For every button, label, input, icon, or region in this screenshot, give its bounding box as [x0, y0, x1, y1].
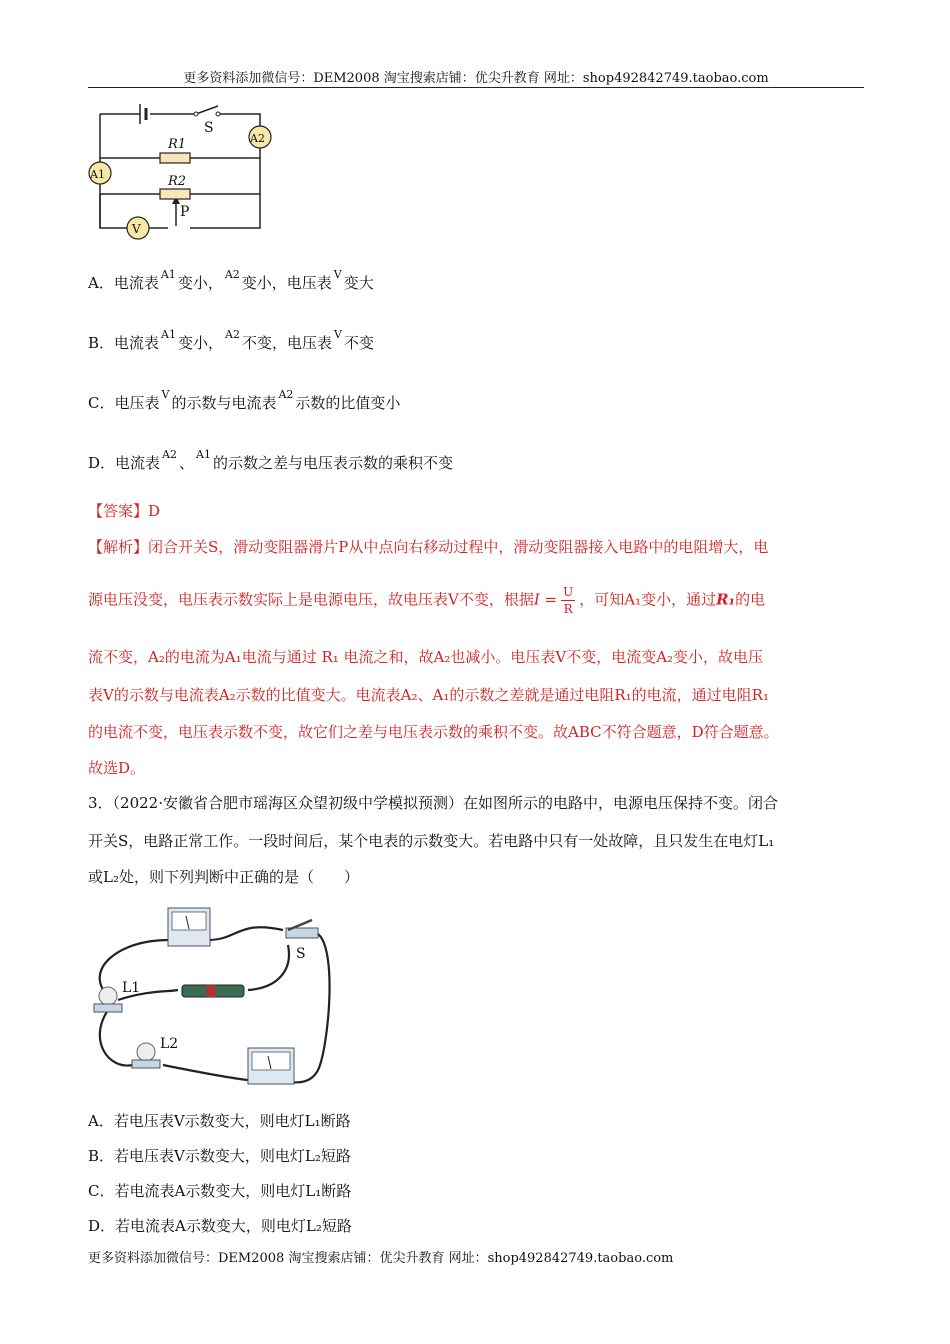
bulb-l2-label: L2 — [160, 1036, 179, 1052]
wire — [100, 1010, 133, 1066]
header-divider — [88, 87, 864, 88]
voltmeter-label: V — [132, 222, 141, 236]
resistor-r1 — [160, 153, 190, 163]
switch-contact — [216, 112, 220, 116]
slider-label: P — [180, 204, 190, 220]
q3-option-d[interactable]: D．若电流表A示数变大，则电灯L₂短路 — [88, 1217, 352, 1235]
page-header: 更多资料添加微信号：DEM2008 淘宝搜索店铺：优尖升教育 网址：shop492842749.taobao.com — [183, 71, 769, 86]
analysis-line-6: 故选D。 — [88, 759, 146, 777]
bulb-l1-label: L1 — [122, 980, 141, 996]
wire — [208, 927, 283, 940]
resistor-r2-label: R2 — [168, 174, 187, 189]
analysis-line-2: 源电压没变，电压表示数实际上是电源电压，故电压表V不变，根据I = $\frac{U}{R}$ ，可知A₁变小，通过R₁的电 — [88, 585, 766, 616]
circuit-diagram-1 — [88, 96, 278, 246]
bulb-l2 — [137, 1043, 155, 1061]
bulb-l1 — [99, 987, 117, 1005]
answer-text: 【答案】D — [88, 502, 161, 520]
wire — [248, 945, 289, 990]
bulb-l1-base — [94, 1004, 122, 1012]
q3-line-2: 开关S，电路正常工作。一段时间后，某个电表的示数变大。若电路中只有一处故障，且只发生在电灯L₁ — [88, 832, 775, 850]
switch-label: S — [296, 946, 306, 962]
option-a[interactable]: A．电流表 $^{A1}$ 变小， $^{A2}$ 变小，电压表 $^V$ 变大 — [88, 268, 374, 292]
battery-band — [206, 985, 216, 997]
formula-fraction: $\frac{U}{R}$ — [563, 585, 574, 616]
option-b[interactable]: B．电流表 $^{A1}$ 变小， $^{A2}$ 不变，电压表 $^V$ 不变 — [88, 328, 374, 352]
switch-label: S — [204, 120, 214, 136]
page-footer: 更多资料添加微信号：DEM2008 淘宝搜索店铺：优尖升教育 网址：shop492842749.taobao.com — [88, 1251, 674, 1266]
formula-lhs: I = — [533, 590, 558, 609]
ammeter-a2-label: A2 — [250, 132, 265, 145]
analysis-line-3: 流不变，A₂的电流为A₁电流与通过 R₁ 电流之和，故A₂也减小。电压表V不变，电流变A₂变小，故电压 — [88, 648, 764, 666]
wire — [163, 1065, 248, 1080]
option-c[interactable]: C．电压表 $^V$ 的示数与电流表 $^{A2}$ 示数的比值变小 — [88, 388, 401, 412]
resistor-r2 — [160, 189, 190, 199]
switch-pivot — [194, 112, 198, 116]
q3-option-a[interactable]: A．若电压表V示数变大，则电灯L₁断路 — [88, 1112, 351, 1130]
analysis-line-1: 【解析】闭合开关S，滑动变阻器滑片P从中点向右移动过程中，滑动变阻器接入电路中的电阻增大，电 — [88, 538, 769, 556]
circuit-diagram-2 — [88, 900, 338, 1090]
q3-option-c[interactable]: C．若电流表A示数变大，则电灯L₁断路 — [88, 1182, 352, 1200]
bulb-l2-base — [132, 1060, 160, 1068]
q3-line-3: 或L₂处，则下列判断中正确的是（ ） — [88, 868, 359, 886]
analysis-line-5: 的电流不变，电压表示数不变，故它们之差与电压表示数的乘积不变。故ABC不符合题意，D符合题意。 — [88, 723, 779, 741]
option-d[interactable]: D．电流表 $^{A2}$ 、 $^{A1}$ 的示数之差与电压表示数的乘积不变 — [88, 448, 453, 472]
analysis-line-4: 表V的示数与电流表A₂示数的比值变大。电流表A₂、A₁的示数之差就是通过电阻R₁的电流，通过电阻R₁ — [88, 686, 769, 704]
q3-line-1: 3．（2022·安徽省合肥市瑶海区众望初级中学模拟预测）在如图所示的电路中，电源电压保持不变。闭合 — [88, 794, 778, 812]
ammeter-a1-label: A1 — [90, 168, 105, 181]
q3-option-b[interactable]: B．若电压表V示数变大，则电灯L₂短路 — [88, 1147, 351, 1165]
resistor-r1-label: R1 — [168, 137, 187, 152]
switch-lever — [196, 106, 218, 114]
